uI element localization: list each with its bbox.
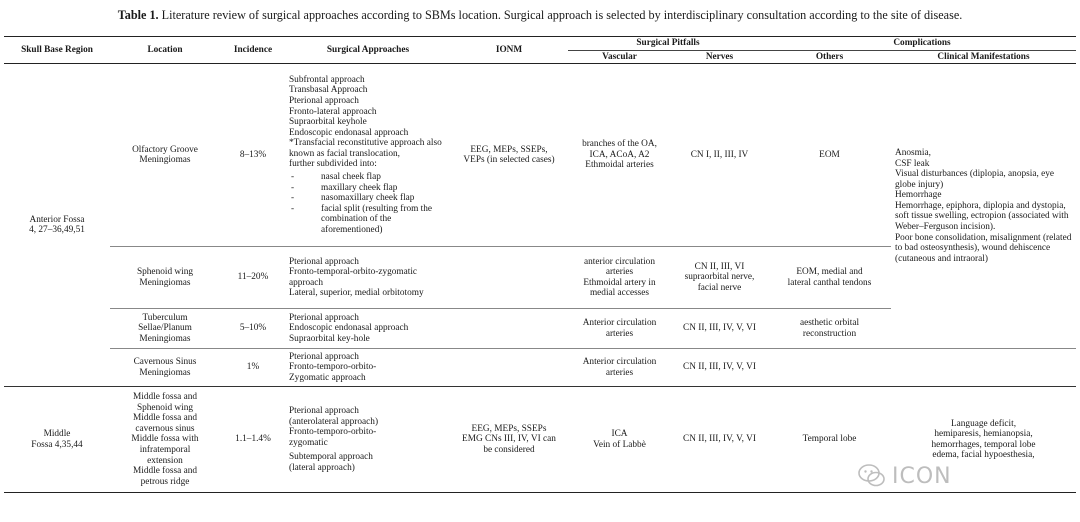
location-cell: Cavernous Sinus Meningiomas [110, 349, 220, 387]
list-item: - nasomaxillary cheek flap [289, 193, 447, 204]
vascular-cell: ICA Vein of Labbè [568, 387, 671, 493]
nerves-cell: CN II, III, IV, V, VI [671, 349, 768, 387]
list-item: - maxillary cheek flap [289, 183, 447, 194]
others-cell: EOM, medial and lateral canthal tendons [768, 247, 891, 309]
caption-text: Literature review of surgical approaches according to SBMs location. Surgical approach is selected by interdisciplinary consultation according to the site of disease. [158, 8, 963, 22]
ionm-cell [450, 349, 568, 387]
incidence-cell: 8–13% [239, 149, 267, 160]
clinical-cell: Language deficit, hemiparesis, hemianopsia, hemorrhages, temporal lobe edema, facial hypoesthesia, [891, 387, 1076, 493]
ionm-cell: EEG, MEPs, SSEPs EMG CNs III, IV, VI can be considered [450, 387, 568, 493]
table-row [4, 349, 1076, 387]
header-pitfalls: Surgical Pitfalls [568, 37, 768, 51]
others-cell: aesthetic orbital reconstruction [768, 309, 891, 349]
incidence-cell: 5–10% [220, 309, 286, 349]
header-ionm: IONM [450, 37, 568, 64]
incidence-cell: 11–20% [220, 247, 286, 309]
vascular-cell: branches of the OA, ICA, ACoA, A2 Ethmoidal arteries [582, 139, 657, 171]
ionm-cell [450, 247, 568, 309]
watermark [858, 456, 1073, 496]
approaches-cell: Pterional approach (anterolateral approach) Fronto-temporo-orbito- zygomatic Subtemporal approach (lateral approach) [286, 387, 450, 493]
table-caption [0, 8, 1080, 23]
incidence-cell: 1.1–1.4% [220, 387, 286, 493]
incidence-cell: 1% [220, 349, 286, 387]
vascular-cell: Anterior circulation arteries [568, 349, 671, 387]
others-cell: Temporal lobe [768, 387, 891, 493]
header-location: Location [110, 37, 220, 64]
table-row [4, 64, 1076, 247]
region-refs: 4, 27–36,49,51 [29, 225, 85, 236]
vascular-cell: anterior circulation arteries Ethmoidal artery in medial accesses [568, 247, 671, 309]
location-cell: Sphenoid wing Meningiomas [110, 247, 220, 309]
clinical-cell [891, 349, 1076, 387]
nerves-cell: CN I, II, III, IV [690, 149, 749, 160]
ionm-cell: EEG, MEPs, SSEPs, VEPs (in selected cases) [463, 144, 555, 166]
location-cell: Olfactory Groove Meningiomas [132, 144, 198, 166]
header-approaches: Surgical Approaches [286, 37, 450, 64]
header-incidence: Incidence [220, 37, 286, 64]
watermark-text: ICON [892, 463, 952, 489]
location-cell: Middle fossa and Sphenoid wing Middle fossa and cavernous sinus Middle fossa with infratemporal extension Middle fossa and petrous ridge [110, 387, 220, 493]
nerves-cell: CN II, III, IV, V, VI [671, 309, 768, 349]
header-clinical: Clinical Manifestations [891, 50, 1076, 64]
header-region: Skull Base Region [4, 37, 110, 64]
region-name: Anterior Fossa [29, 214, 85, 225]
region-middle: Middle Fossa 4,35,44 [4, 387, 110, 493]
location-cell: Tuberculum Sellae/Planum Meningiomas [110, 309, 220, 349]
list-item: - facial split (resulting from the combination of the aforementioned) [289, 204, 447, 236]
others-cell: EOM [819, 149, 840, 160]
region-anterior [4, 64, 110, 387]
clinical-cell-anterior: Anosmia, CSF leak Visual disturbances (diplopia, anopsia, eye globe injury) Hemorrhage Hemorrhage, epiphora, diplopia and dystopia, soft tissue swelling, ectropion (associated with Weber–Ferguson incision). Poor bone consolidation, misalignment (related to bad osteosynthesis), wound dehiscence (cutaneous and intraoral) [895, 147, 1072, 264]
caption-label: Table 1. [117, 8, 159, 22]
nerves-cell: CN II, III, VI supraorbital nerve, facial nerve [671, 247, 768, 309]
approaches-cell: Pterional approach Fronto-temporo-orbito- Zygomatic approach [286, 349, 450, 387]
approaches-cell: Pterional approach Endoscopic endonasal approach Supraorbital key-hole [286, 309, 450, 349]
flap-list [289, 172, 447, 236]
header-nerves: Nerves [671, 50, 768, 64]
approaches-cell: Pterional approach Fronto-temporal-orbito-zygomatic approach Lateral, superior, medial orbitotomy [286, 247, 450, 309]
approaches-cell: Subfrontal approach Transbasal Approach Pterional approach Fronto-lateral approach Supraorbital keyhole Endoscopic endonasal approach *Transfacial reconstitutive approach also known as facial translocation, further subdivided into: - nasal cheek flap - maxillary cheek flap - nasomaxillary cheek flap - facial split (resulting from the combination of the aforementioned) [286, 64, 450, 247]
header-others: Others [768, 50, 891, 64]
others-cell [768, 349, 891, 387]
nerves-cell: CN II, III, IV, V, VI [671, 387, 768, 493]
vascular-cell: Anterior circulation arteries [568, 309, 671, 349]
header-complications: Complications [768, 37, 1076, 51]
header-vascular: Vascular [568, 50, 671, 64]
list-item: - nasal cheek flap [289, 172, 447, 183]
wechat-logo-icon [858, 463, 886, 489]
literature-review-table [4, 36, 1076, 493]
ionm-cell [450, 309, 568, 349]
